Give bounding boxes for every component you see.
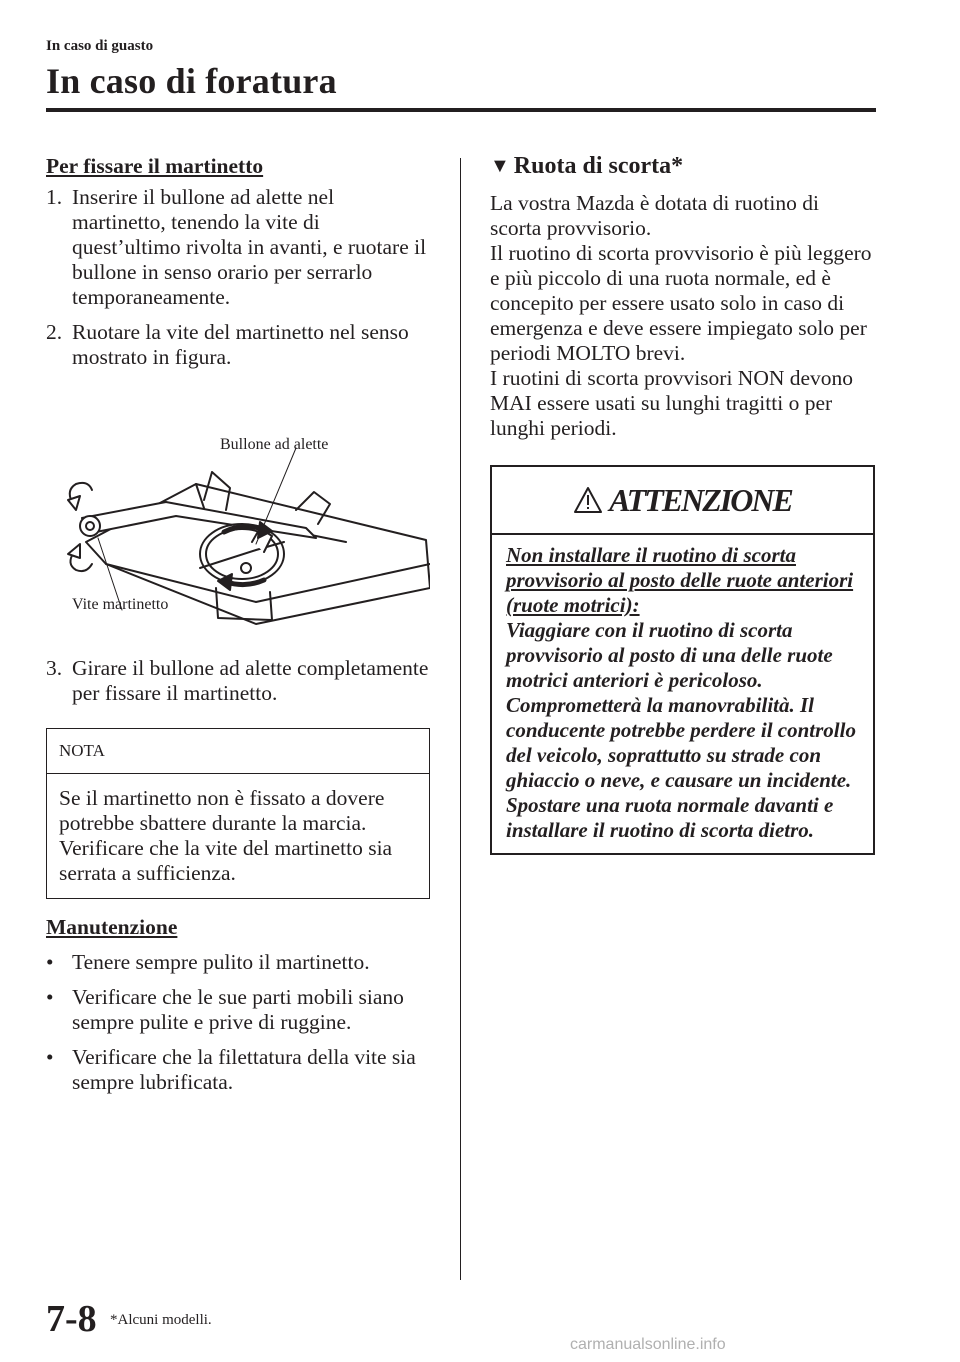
note-box xyxy=(46,728,430,899)
note-heading: NOTA xyxy=(47,729,429,774)
list-item-text: Verificare che le sue parti mobili siano sempre pulite e prive di ruggine. xyxy=(72,985,404,1034)
footnote: *Alcuni modelli. xyxy=(110,1312,212,1328)
section-title-text: Ruota di scorta* xyxy=(513,153,684,179)
warning-title: ATTENZIONE xyxy=(609,481,792,518)
page-title: In caso di foratura xyxy=(46,61,337,101)
paragraph: La vostra Mazda è dotata di ruotino di scorta provvisorio. xyxy=(490,191,819,240)
list-item xyxy=(46,1045,430,1095)
step-1 xyxy=(46,185,430,310)
triangle-down-icon: ▼ xyxy=(490,155,510,177)
label-wing-bolt: Bullone ad alette xyxy=(220,436,329,453)
left-column xyxy=(46,154,430,1105)
jack-illustration xyxy=(46,392,430,632)
column-divider xyxy=(460,158,461,1280)
label-jack-screw: Vite martinetto xyxy=(72,596,169,613)
right-column xyxy=(490,154,875,855)
warning-box xyxy=(490,465,875,855)
paragraph: I ruotini di scorta provvisori NON devono MAI essere usati su lunghi tragitti o per lunghi periodi. xyxy=(490,366,854,440)
list-item xyxy=(46,985,430,1035)
step-3 xyxy=(46,656,430,706)
list-item-text: Tenere sempre pulito il martinetto. xyxy=(72,950,370,974)
section-title xyxy=(490,154,875,179)
step-number: 1. xyxy=(46,185,63,209)
bullet-icon: • xyxy=(46,950,54,974)
list-item-text: Verificare che la filettatura della vite sia sempre lubrificata. xyxy=(72,1045,416,1094)
header-rule xyxy=(46,108,876,112)
warning-text: Viaggiare con il ruotino di scorta provvisorio al posto di una delle ruote motrici anteriori è pericoloso. Comprometterà la manovrabilità. Il conducente potrebbe perdere il controllo del veicolo, soprattutto su strade con ghiaccio o neve, e causare un incidente. Spostare una ruota normale davanti e installare il ruotino di scorta dietro. xyxy=(506,618,856,842)
step-text: Girare il bullone ad alette completamente per fissare il martinetto. xyxy=(72,656,429,705)
bullet-icon: • xyxy=(46,1045,54,1069)
step-2 xyxy=(46,320,430,370)
list-item xyxy=(46,950,430,975)
chapter-label: In caso di guasto xyxy=(46,38,154,54)
step-text: Inserire il bullone ad alette nel martinetto, tenendo la vite di quest’ultimo rivolta in avanti, e ruotare il bullone in senso orario per serrarlo temporaneamente. xyxy=(72,185,427,309)
step-text: Ruotare la vite del martinetto nel senso mostrato in figura. xyxy=(72,320,409,369)
paragraph: Il ruotino di scorta provvisorio è più leggero e più piccolo di una ruota normale, ed è concepito per essere usato solo in caso di emergenza e deve essere impiegato solo per periodi MOLTO brevi. xyxy=(490,241,872,365)
note-text: Se il martinetto non è fissato a dovere potrebbe sbattere durante la marcia. Verificare che la vite del martinetto sia serrata a sufficienza. xyxy=(59,786,393,885)
bullet-icon: • xyxy=(46,985,54,1009)
warning-underlined-text: Non installare il ruotino di scorta provvisorio al posto delle ruote anteriori (ruote motrici): xyxy=(506,543,854,617)
subheading-fix-jack: Per fissare il martinetto xyxy=(46,154,264,178)
page-number: 7-8 xyxy=(46,1298,97,1340)
watermark: carmanualsonline.info xyxy=(570,1336,726,1353)
subheading-maintenance: Manutenzione xyxy=(46,915,178,939)
warning-triangle-icon xyxy=(573,486,603,514)
step-number: 3. xyxy=(46,656,63,680)
warning-body xyxy=(492,535,873,853)
warning-header xyxy=(492,467,873,535)
step-number: 2. xyxy=(46,320,63,344)
